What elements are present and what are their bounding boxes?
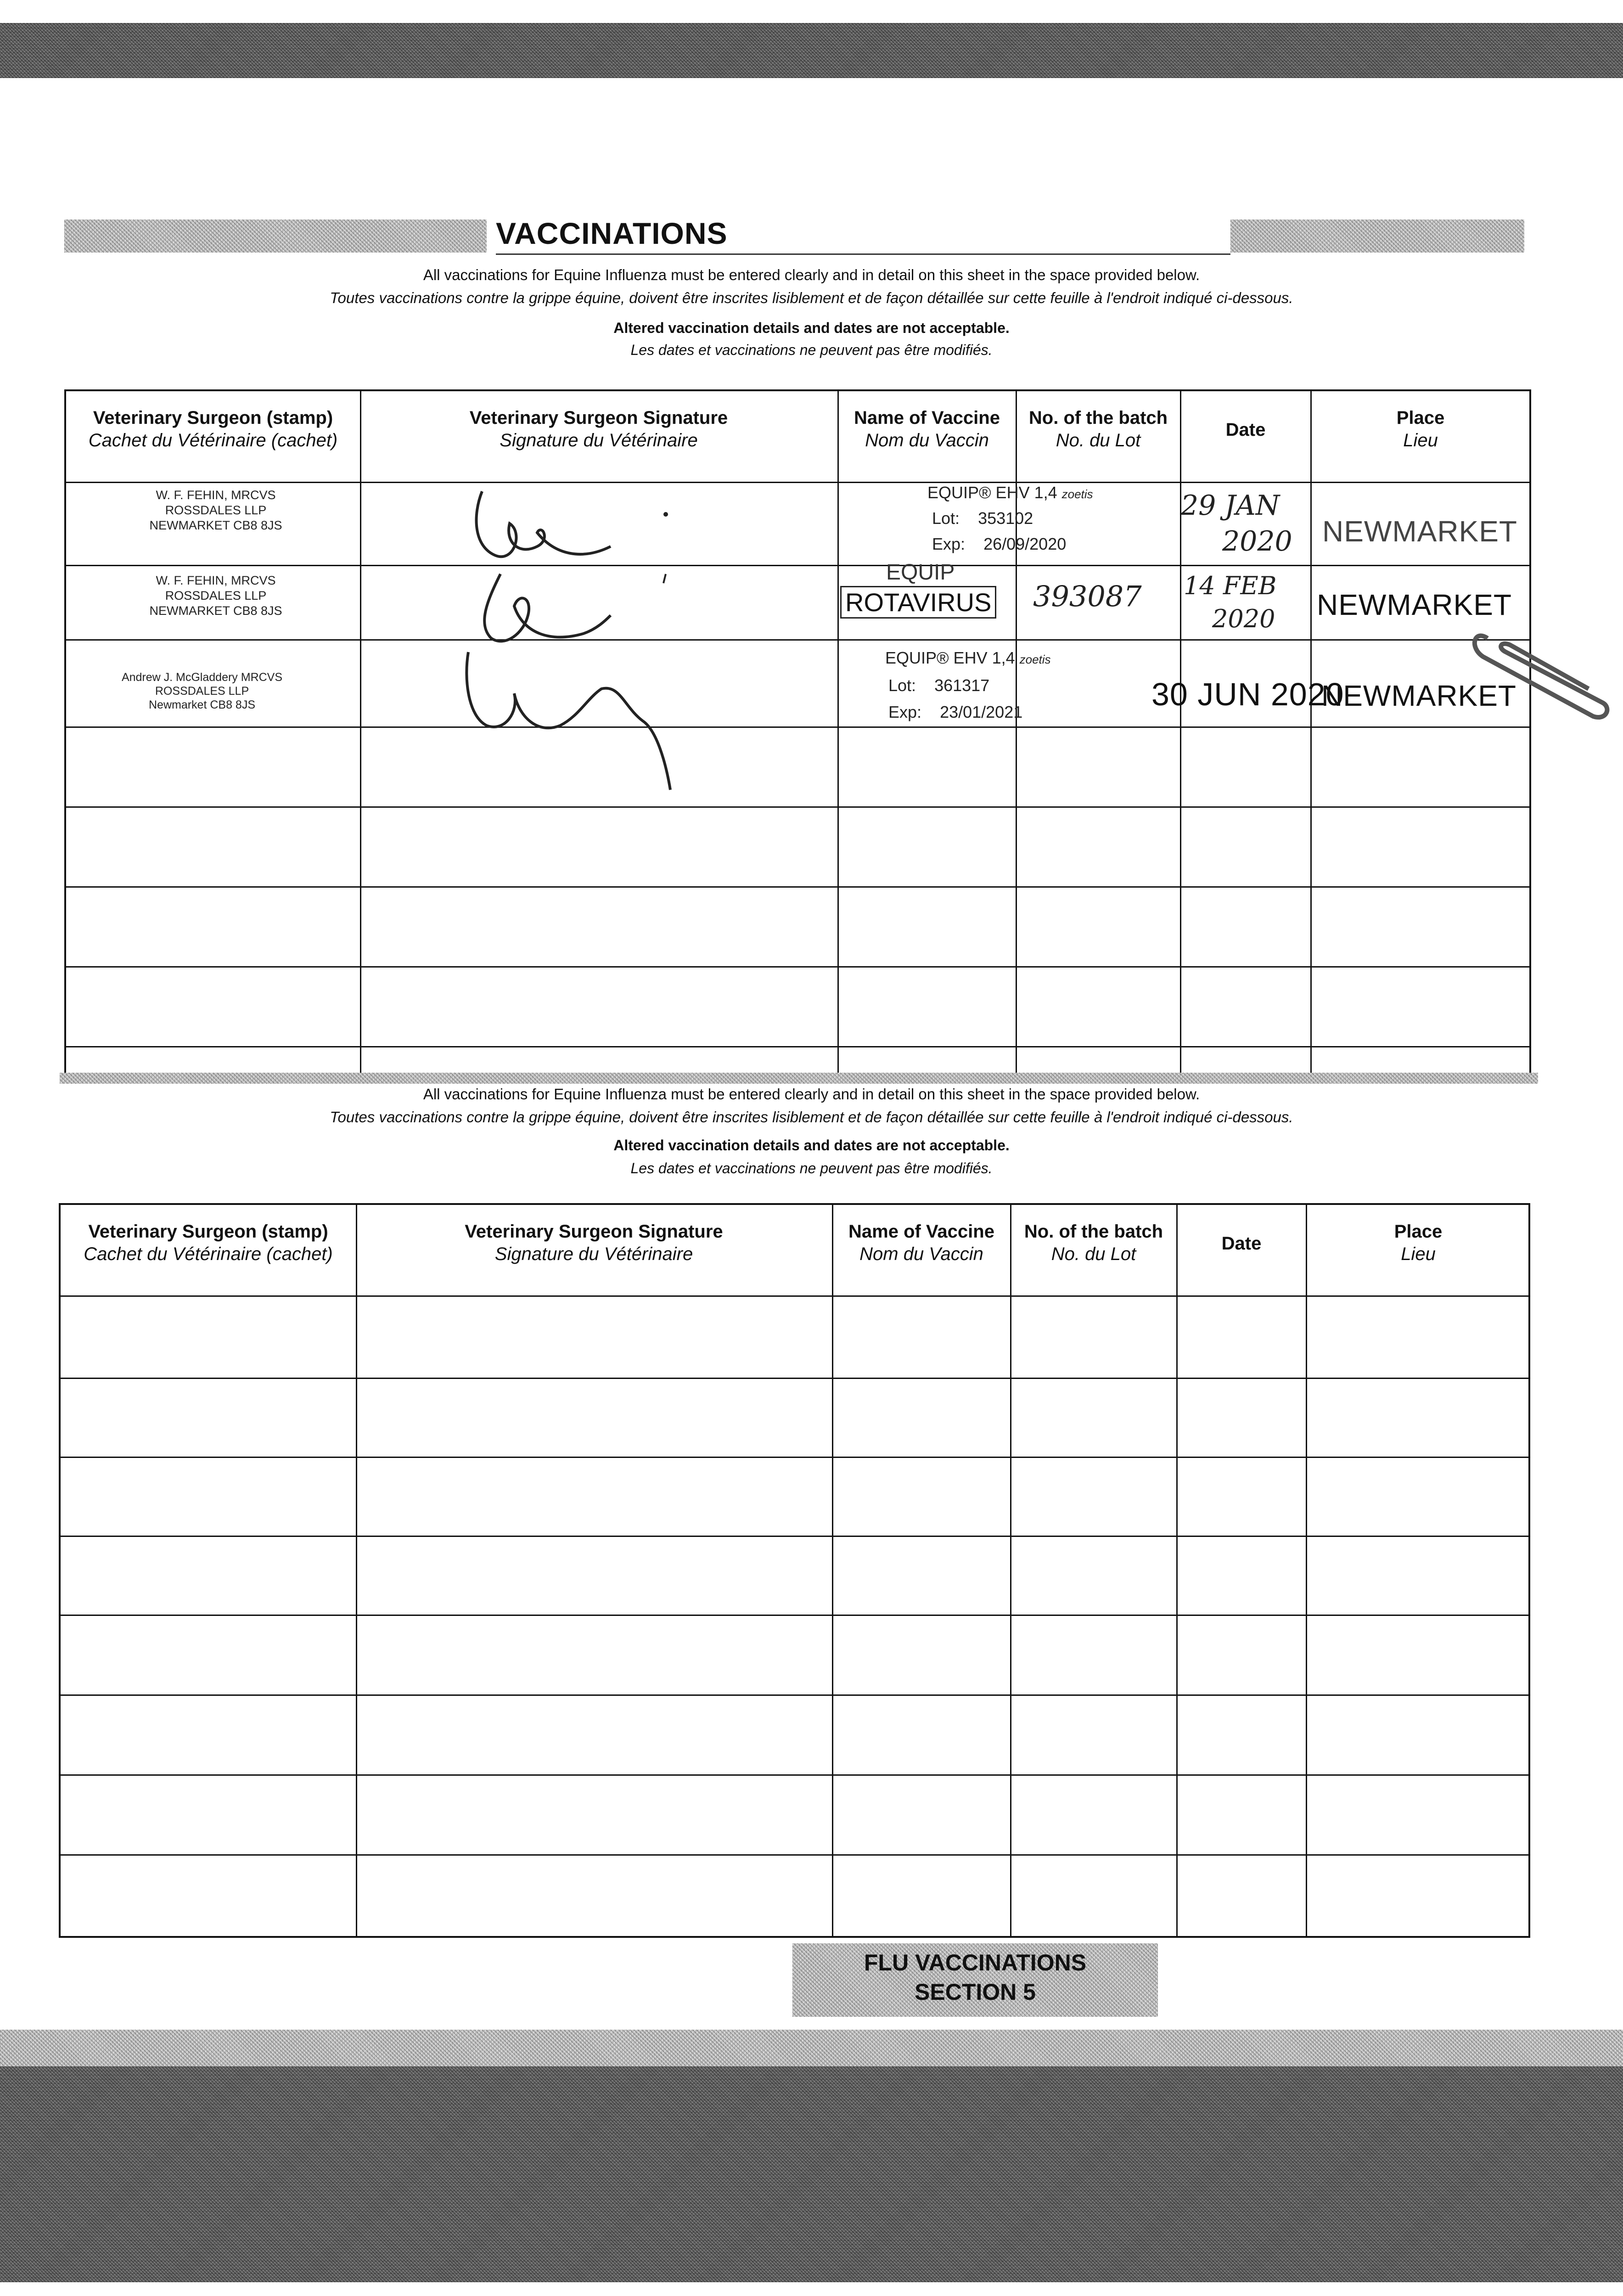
paperclip <box>1469 625 1616 726</box>
header-place: Place Lieu <box>1396 408 1445 450</box>
section-tab <box>792 1943 1158 2017</box>
entry-2-vaccine-name: ROTAVIRUS <box>840 586 996 619</box>
header-batch-2: No. of the batch No. du Lot <box>1024 1221 1163 1264</box>
bottom-dark-band <box>0 2066 1623 2282</box>
entry-2-signature <box>459 565 698 652</box>
header-vaccine-2: Name of Vaccine Nom du Vaccin <box>848 1221 994 1264</box>
separator-band <box>60 1073 1538 1084</box>
bottom-light-band <box>0 2030 1623 2066</box>
vaccination-table-2 <box>59 1203 1530 1938</box>
note-en-3: All vaccinations for Equine Influenza must be entered clearly and in detail on this sheet in the space provided below. <box>423 1086 1200 1103</box>
entry-1-stamp: W. F. FEHIN, MRCVS ROSSDALES LLP NEWMARKET CB8 8JS <box>149 488 282 532</box>
note-fr-2: Les dates et vaccinations ne peuvent pas être modifiés. <box>630 342 993 358</box>
entry-3-date: 30 JUN 2020 <box>1151 676 1344 712</box>
section-tab-line-2: SECTION 5 <box>915 1979 1036 2005</box>
entry-3-stamp: Andrew J. McGladdery MRCVS ROSSDALES LLP Newmarket CB8 8JS <box>121 671 283 711</box>
entry-3-place: NEWMARKET <box>1321 679 1516 712</box>
header-signature-2: Veterinary Surgeon Signature Signature du Vétérinaire <box>465 1221 723 1264</box>
entry-3-exp: Exp: 23/01/2021 <box>888 703 1023 721</box>
note-fr-1: Toutes vaccinations contre la grippe équine, doivent être inscrites lisiblement et de façon détaillée sur cette feuille à l'endroit indiqué ci-dessous. <box>330 289 1293 306</box>
note-fr-4: Les dates et vaccinations ne peuvent pas être modifiés. <box>630 1160 993 1176</box>
entry-1-place: NEWMARKET <box>1322 515 1517 548</box>
entry-2-place: NEWMARKET <box>1317 588 1512 621</box>
note-fr-3: Toutes vaccinations contre la grippe équine, doivent être inscrites lisiblement et de façon détaillée sur cette feuille à l'endroit indiqué ci-dessous. <box>330 1109 1293 1125</box>
header-date: Date <box>1225 420 1266 440</box>
entry-2-batch: 393087 <box>1033 580 1142 613</box>
entry-2-stamp: W. F. FEHIN, MRCVS ROSSDALES LLP NEWMARKET CB8 8JS <box>149 574 282 618</box>
entry-3-vaccine: EQUIP® EHV 1,4 zoetis <box>885 648 1051 667</box>
header-place-2: Place Lieu <box>1394 1221 1443 1264</box>
entry-2-vaccine-top: EQUIP <box>886 560 955 585</box>
header-vaccine: Name of Vaccine Nom du Vaccin <box>854 408 1000 450</box>
page-title: VACCINATIONS <box>496 216 728 250</box>
entry-1-exp: Exp: 26/09/2020 <box>932 535 1067 553</box>
entry-3-signature <box>450 643 707 794</box>
title-band <box>64 216 1515 258</box>
entry-1-lot: Lot: 353102 <box>932 509 1033 528</box>
entry-2-date: 14 FEB 2020 <box>1184 571 1277 633</box>
title-underline <box>496 253 1230 255</box>
header-date-2: Date <box>1221 1233 1262 1254</box>
note-en-4: Altered vaccination details and dates are not acceptable. <box>613 1137 1010 1154</box>
header-stamp: Veterinary Surgeon (stamp) Cachet du Vétérinaire (cachet) <box>88 408 338 450</box>
header-stamp-2: Veterinary Surgeon (stamp) Cachet du Vétérinaire (cachet) <box>84 1221 333 1264</box>
entry-1-signature <box>464 478 721 569</box>
entry-1-vaccine: EQUIP® EHV 1,4 zoetis <box>927 483 1093 502</box>
header-batch: No. of the batch No. du Lot <box>1028 408 1168 450</box>
entry-1-date: 29 JAN 2020 <box>1181 490 1292 557</box>
note-en-1: All vaccinations for Equine Influenza must be entered clearly and in detail on this sheet in the space provided below. <box>423 266 1200 283</box>
top-scan-band <box>0 23 1623 78</box>
note-en-2: Altered vaccination details and dates are not acceptable. <box>613 320 1010 336</box>
section-tab-line-1: FLU VACCINATIONS <box>864 1950 1087 1975</box>
entry-3-lot: Lot: 361317 <box>888 676 990 695</box>
header-signature: Veterinary Surgeon Signature Signature du Vétérinaire <box>469 408 728 450</box>
